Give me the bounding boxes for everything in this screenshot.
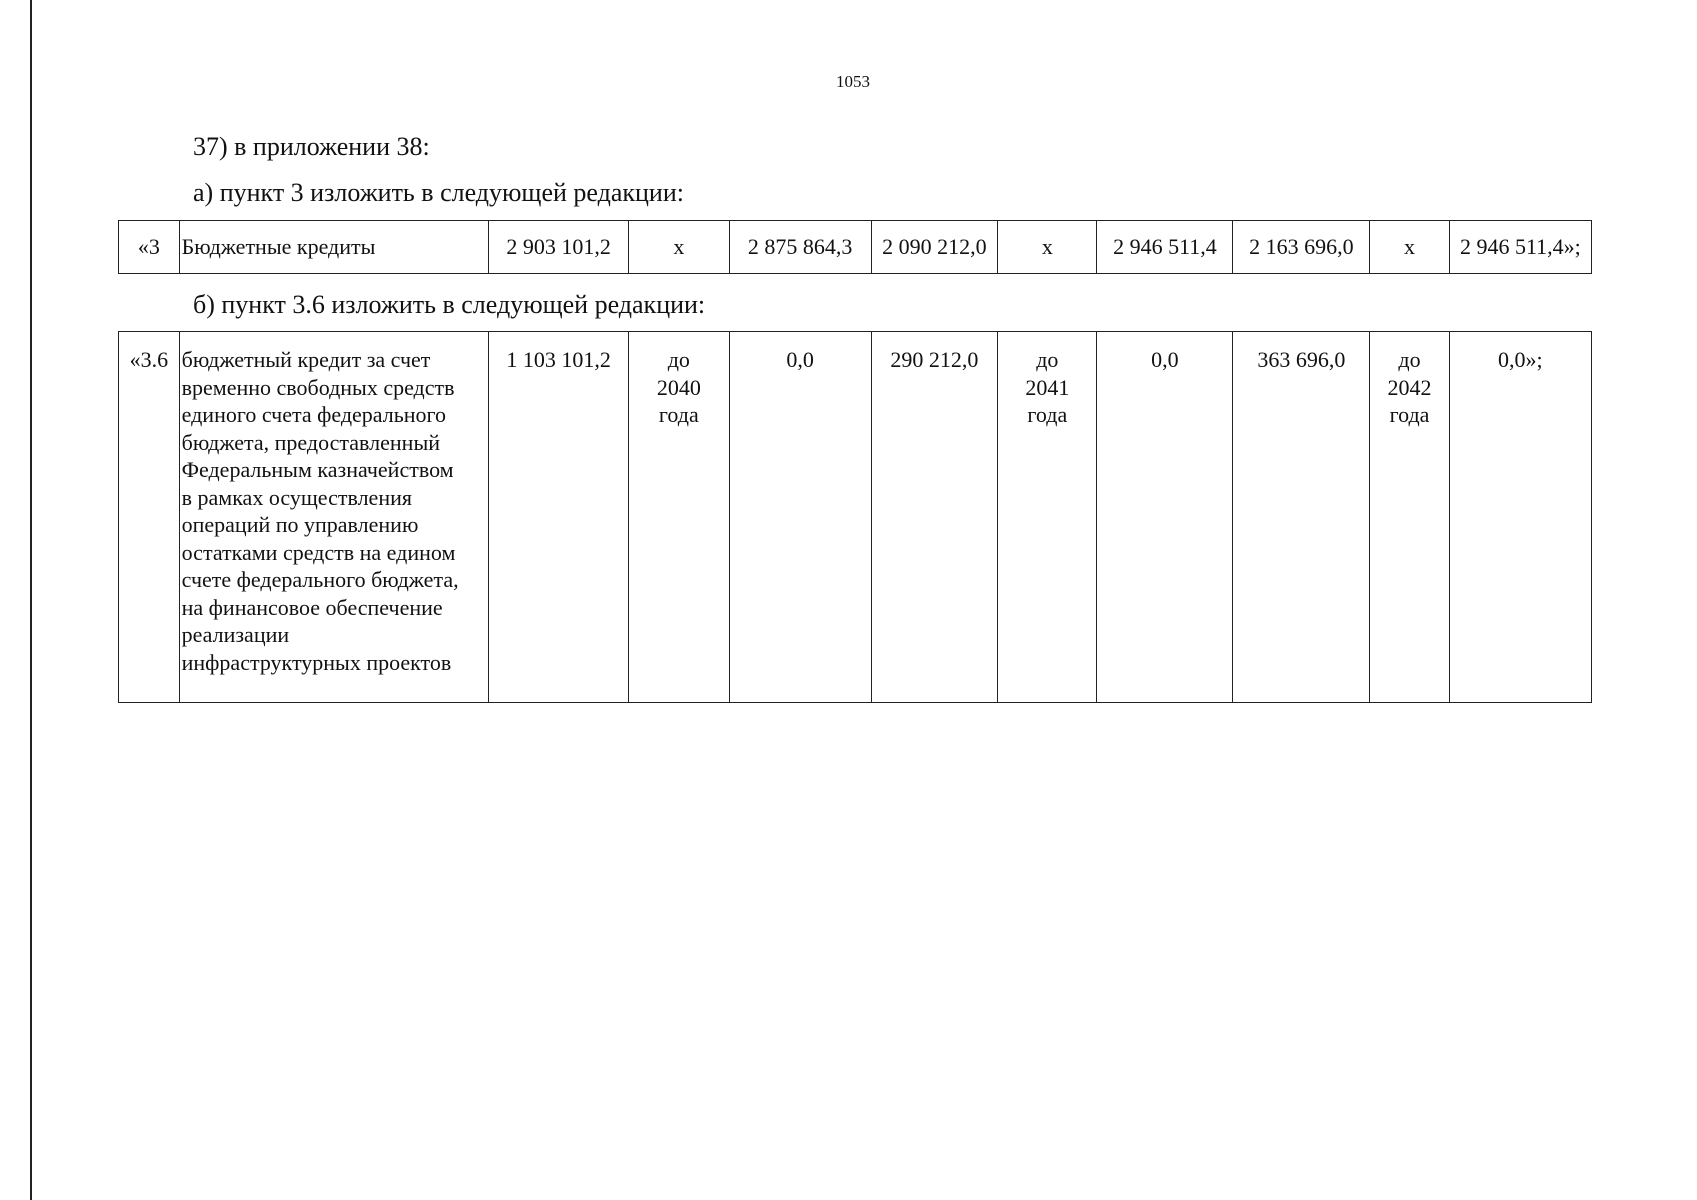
term-cell: х [1370, 221, 1449, 274]
term-line: 2042 [1387, 374, 1432, 400]
term-cell: х [629, 221, 729, 274]
description-line: временно свободных средств [181, 374, 455, 400]
table-point-3-6 [118, 331, 1592, 703]
table-row [119, 221, 1592, 274]
description-line: счете федерального бюджета, [181, 567, 459, 592]
value-cell: 2 903 101,2 [489, 221, 629, 274]
value-cell: 2 946 511,4»; [1449, 221, 1591, 274]
term-cell [998, 332, 1097, 703]
term-line: года [658, 402, 699, 427]
value-cell: 2 163 696,0 [1233, 221, 1370, 274]
row-name-cell: Бюджетные кредиты [179, 221, 488, 274]
description-line: инфраструктурных проектов [181, 649, 452, 675]
description-line: реализации [181, 622, 290, 647]
value-cell: 363 696,0 [1233, 332, 1370, 703]
value-cell: 2 946 511,4 [1097, 221, 1233, 274]
row-name-cell [179, 332, 488, 703]
term-line: года [1389, 402, 1430, 427]
table-point-3 [118, 220, 1592, 274]
value-cell: 0,0 [1097, 332, 1233, 703]
term-line: до [1036, 347, 1059, 372]
value-cell: 290 212,0 [871, 332, 997, 703]
value-cell: 0,0»; [1449, 332, 1591, 703]
page-binding-line [30, 0, 32, 1200]
description-line: бюджетный кредит за счет [181, 347, 431, 372]
term-line: до [667, 347, 690, 372]
page-number: 1053 [836, 72, 870, 91]
row-number-cell: «3 [119, 221, 180, 274]
description-line: Федеральным казначейством [181, 457, 454, 482]
paragraph-item-37: 37) в приложении 38: [193, 132, 430, 161]
value-cell: 2 875 864,3 [729, 221, 871, 274]
description-line: бюджета, предоставленный [181, 429, 440, 455]
description-line: в рамках осуществления [181, 484, 412, 510]
paragraph-item-b: б) пункт 3.6 изложить в следующей редакции: [193, 290, 706, 319]
term-line: до [1398, 347, 1421, 372]
table-row [119, 332, 1592, 703]
description-line: остатками средств на едином [181, 539, 456, 565]
description-line: единого счета федерального [181, 402, 447, 427]
term-line: 2041 [1025, 374, 1070, 400]
paragraph-item-a: а) пункт 3 изложить в следующей редакции: [193, 178, 684, 207]
value-cell: 2 090 212,0 [871, 221, 997, 274]
term-line: 2040 [656, 374, 701, 400]
term-line: года [1027, 402, 1068, 427]
row-number-cell: «3.6 [119, 332, 180, 703]
value-cell: 0,0 [729, 332, 871, 703]
term-cell [629, 332, 729, 703]
description-line: операций по управлению [181, 512, 419, 537]
term-cell [1370, 332, 1449, 703]
value-cell: 1 103 101,2 [489, 332, 629, 703]
description-line: на финансовое обеспечение [181, 594, 443, 620]
term-cell: х [998, 221, 1097, 274]
